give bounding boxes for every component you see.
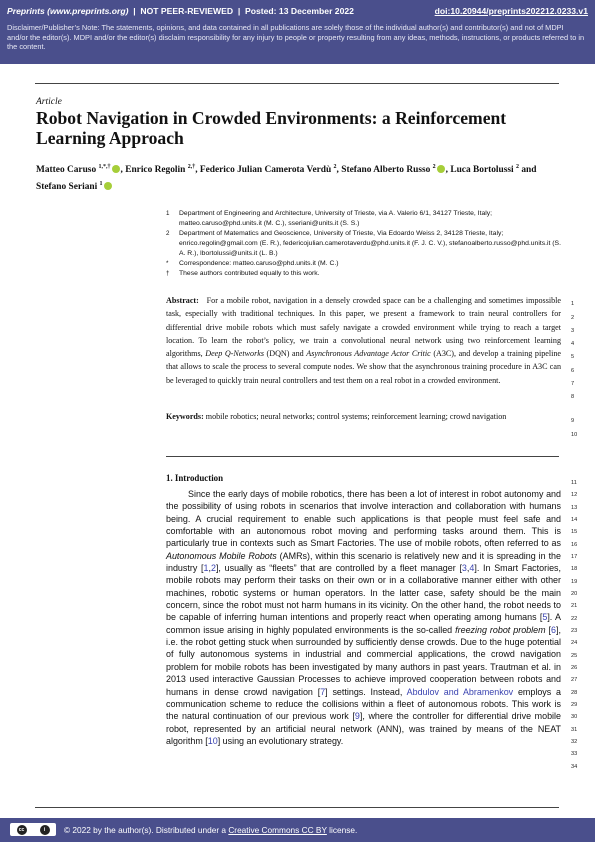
line-number: 15 [571, 529, 578, 535]
line-number: 28 [571, 689, 578, 696]
line-number: 16 [571, 541, 578, 548]
line-number: 18 [571, 566, 578, 572]
affiliation-marker: 1 [166, 210, 170, 217]
header-divider [35, 83, 559, 84]
author-affiliation-marker: 2 [432, 164, 436, 170]
not-peer-reviewed-label: NOT PEER-REVIEWED [140, 6, 234, 16]
author-name: Stefano Seriani [36, 182, 98, 193]
preprints-link[interactable]: Preprints (www.preprints.org) [7, 6, 129, 16]
author-name: Luca Bortolussi [450, 165, 514, 176]
line-number: 34 [571, 763, 578, 770]
affiliation-item [166, 259, 561, 269]
citation-link[interactable]: 5 [542, 612, 548, 623]
abstract-dqn-term: Deep Q-Networks [205, 349, 264, 359]
copyright-notice [64, 825, 357, 835]
line-number: 10 [571, 431, 578, 438]
intro-text: ], where the controller for differential drive mobile robot, represented by an artificial neural network (ANN), was trained by means of the NEAT algorithm [ [166, 711, 561, 746]
intro-text: ], usually as “fleets” that are controlled by a fleet manager [ [215, 563, 462, 574]
license-link[interactable]: Creative Commons CC BY [228, 825, 327, 835]
line-number: 30 [571, 714, 578, 720]
affiliation-marker: 2 [166, 230, 170, 237]
cc-by-badge[interactable] [10, 823, 56, 836]
intro-text: employs a communication scheme to reduce the collisions within a fleet of autonomous robots. This work is the natural continuation of our previous work [ [166, 686, 562, 722]
intro-text: Since the early days of mobile robotics, there has been a lot of interest in robot autonomy and the possibility of using robots in scenarios that involve interaction and collaboration with humans being. A crucial requirement to enable such applications is that people must feel safe and comfortable with an autonomous robot moving and performing tasks around them. This is particularly true in contexts such as Smart Factories. The use of mobile robots, often referred to as [166, 489, 561, 549]
abstract-text: (A3C), and develop a training pipeline that allows to scale the process to several compute nodes. We show that the asynchronous training procedure in A3C can be leveraged to quickly train neural controllers and test them on a real robot in a crowded environment. [166, 349, 561, 385]
orcid-icon[interactable] [104, 182, 112, 190]
citation-link[interactable]: 2 [210, 563, 216, 574]
citation-link[interactable]: 6 [551, 624, 557, 635]
author-name: Enrico Regolin [125, 165, 186, 176]
abstract [166, 294, 561, 387]
line-number: 14 [571, 516, 578, 523]
intro-text: ] using an evolutionary strategy. [217, 735, 344, 746]
banner-separator: | [133, 6, 136, 16]
intro-text: [ [545, 624, 552, 635]
line-number: 25 [571, 652, 578, 659]
intro-text: ]. In Smart Factories, mobile robots may perform their tasks on their own or in a collaborative manner either with other machines, robotic systems or human operators. In the latter case, safety should be the main concern, since the robot must not harm humans in its vicinity. On the other hand, the robot needs to be capable of inferring human intentions and properly react when operating among humans [ [166, 563, 561, 623]
affiliation-item [166, 229, 561, 259]
author-affiliation-marker: 2 [333, 164, 337, 170]
line-number: 2 [571, 314, 575, 321]
abstract-divider [166, 456, 559, 457]
intro-freezing-term: freezing robot problem [455, 624, 546, 635]
author-name: Matteo Caruso [36, 165, 97, 176]
copyright-text: © 2022 by the author(s). Distributed under a [64, 825, 229, 835]
doi-link[interactable]: doi:10.20944/preprints202212.0233.v1 [434, 6, 588, 16]
line-number: 24 [571, 640, 578, 646]
abstract-text: (DQN) and [263, 349, 307, 359]
by-icon: i [40, 825, 50, 835]
intro-amr-term: Autonomous Mobile Robots [166, 550, 277, 561]
citation-link[interactable]: 9 [354, 711, 360, 722]
author-name: Stefano Alberto Russo [341, 165, 431, 176]
citation-link[interactable]: 7 [320, 686, 326, 697]
keywords-text: mobile robotics; neural networks; control systems; reinforcement learning; crowd navigation [205, 412, 507, 421]
line-number: 8 [571, 394, 575, 400]
article-type-label: Article [36, 97, 62, 107]
author-affiliation-marker: 1,*,† [98, 164, 111, 170]
abstract-text: For a mobile robot, navigation in a densely crowded space can be a challenging and sometimes impossible task, especially with traditional techniques. In this paper, we present a framework to train neural controllers for differential drive mobile robots which must safely navigate a crowded environment while trying to reach a target location. To learn the robot’s policy, we train a convolutional neural network using two reinforcement learning algorithms, [166, 296, 561, 359]
line-number: 29 [571, 701, 578, 708]
line-number: 21 [571, 603, 578, 609]
author-affiliation-marker: 2,† [187, 164, 196, 170]
cc-icon: cc [17, 825, 27, 835]
line-number: 32 [571, 738, 578, 745]
line-number: 13 [571, 504, 578, 511]
intro-text: ], i.e. the robot getting stuck when surrounded by sufficiently dense crowds. Due to the huge potential of fully autonomous systems in industrial and commercial applications, the crowd navigation problem for mobile robots has been investigated by many authors in past years. Trautman et al. in 2013 used interactive Gaussian Processes to achieve improved cooperation between robots and humans in dense crowd navigation [ [166, 624, 561, 697]
banner-separator: | [237, 6, 241, 16]
citation-link[interactable]: Abdulov and Abramenkov [406, 686, 514, 697]
affiliation-item [166, 209, 561, 229]
affiliation-item [166, 269, 561, 279]
citation-link[interactable]: 3 [461, 563, 467, 574]
publisher-disclaimer: Disclaimer/Publisher’s Note: The statements, opinions, and data contained in all publications are solely those of the individual author(s) and contributor(s) and not of MDPI and/or the editor(s). MDPI and/or the editor(s) disclaim responsibility for any injury to people or property resulting from any ideas, methods, instructions, or products referred to in the content. [7, 23, 585, 51]
keywords-label: Keywords: [166, 412, 204, 421]
line-number: 5 [571, 354, 575, 360]
license-footer [0, 818, 595, 842]
intro-text: ]. A common issue arising in highly populated environments is the so-called [166, 612, 562, 635]
author-affiliation-marker: 1 [99, 181, 103, 188]
line-number: 22 [571, 615, 578, 622]
copyright-text: license. [326, 825, 358, 835]
intro-text: ] settings. Instead, [325, 686, 407, 697]
posted-date: Posted: 13 December 2022 [245, 6, 354, 16]
author-affiliation-marker: 2 [515, 164, 519, 170]
affiliation-text: Correspondence: matteo.caruso@phd.units.it (M. C.) [179, 260, 339, 267]
line-number: 4 [571, 341, 575, 347]
affiliations [166, 209, 561, 279]
orcid-icon[interactable] [112, 165, 120, 173]
line-number: 17 [571, 553, 578, 560]
citation-link[interactable]: 10 [207, 735, 218, 746]
affiliation-text: Department of Matematics and Geoscience, University of Trieste, Via Edoardo Weiss 2, 34128 Trieste, Italy; enrico.regolin@gmail.com (E. R.), federicojulian.camerotaverdu@phd.units.it (F. J. C. V.), stefanoalberto.russo@phd.units.it (S. A. R.), lbortolussi@units.it (L. B.) [179, 230, 561, 257]
line-number: 12 [571, 492, 578, 498]
keywords [166, 410, 561, 423]
author-name: Federico Julian Camerota Verdù [199, 165, 332, 176]
line-number: 26 [571, 664, 578, 671]
intro-text: (AMRs), within this scenario is relatively new and it is spreading in the industry [ [166, 550, 561, 574]
line-number: 31 [571, 726, 578, 733]
abstract-label: Abstract: [166, 296, 199, 305]
line-number: 27 [571, 677, 578, 683]
line-number: 6 [571, 367, 575, 374]
citation-link[interactable]: 1 [203, 563, 209, 574]
orcid-icon[interactable] [437, 165, 445, 173]
preprint-banner [0, 0, 595, 64]
introduction-body [166, 488, 561, 747]
footer-divider [35, 807, 559, 808]
line-number: 11 [571, 479, 577, 486]
line-number: 7 [571, 380, 575, 387]
banner-header [7, 6, 588, 18]
paper-title: Robot Navigation in Crowded Environments: a Reinforcement Learning Approach [36, 108, 507, 148]
line-number: 33 [571, 751, 578, 757]
line-number: 20 [571, 590, 578, 597]
section-heading-introduction: 1. Introduction [166, 473, 224, 483]
citation-link[interactable]: 4 [469, 563, 475, 574]
line-number: 1 [571, 301, 575, 307]
affiliation-marker: † [166, 270, 170, 277]
abstract-a3c-term: Asynchronous Advantage Actor Critic [306, 349, 431, 359]
line-number: 9 [571, 418, 575, 424]
author-list: Matteo Caruso $^{1,*,\dagger}$ , Enrico Regolin $^{2,\dagger}$, Federico Julian Camerota Verdù $^2$, Stefano Alberto Russo $^2$ , Luca Bortolussi $^2$ and Stefano Seriani $^1$ [36, 164, 537, 193]
line-number: 23 [571, 627, 578, 634]
line-number: 3 [571, 327, 575, 334]
introduction-paragraph: Since the early days of mobile robotics, there has been a lot of interest in robot autonomy and the possibility of using robots in scenarios that involve interaction and collaboration with humans being. A crucial requirement to enable such applications is that people must feel safe and comfortable with an autonomous robot moving and performing tasks around them. This is particularly true in contexts such as Smart Factories. The use of mobile robots, often referred to as Autonomous Mobile Robots (AMRs), within this scenario is relatively new and it is spreading in the industry [1,2], usually as “fleets” that are controlled by a fleet manager [3,4]. In Smart Factories, mobile robots may perform their tasks on their own or in a collaborative manner either with other machines, robotic systems or human operators. In the latter case, safety should be the main concern, since the robot must not harm humans in its vicinity. On the other hand, the robot needs to be capable of inferring human intentions and properly react when operating among humans [5]. A common issue arising in highly populated environments is the so-called freezing robot problem [6], i.e. the robot getting stuck when surrounded by sufficiently dense crowds. Due to the huge potential of fully autonomous systems in industrial and commercial applications, the crowd navigation problem for mobile robots has been investigated by many authors in past years. Trautman et al. in 2013 used interactive Gaussian Processes to achieve improved cooperation between robots and humans in dense crowd navigation [7] settings. Instead, Abdulov and Abramenkov employs a communication scheme to reduce the collisions within a fleet of autonomous robots. This work is the natural continuation of our previous work [9], where the controller for differential drive mobile robot, represented by an artificial neural network (ANN), was trained by means of the NEAT algorithm [10] using an evolutionary strategy. [166, 489, 562, 746]
affiliation-text: Department of Engineering and Architecture, University of Trieste, via A. Valerio 6/1, 34127 Trieste, Italy; matteo.caruso@phd.units.it (M. C.), sseriani@units.it (S. S.) [179, 210, 493, 227]
affiliation-marker: * [166, 260, 169, 267]
affiliation-text: These authors contributed equally to this work. [179, 270, 320, 277]
line-number: 19 [571, 578, 578, 585]
